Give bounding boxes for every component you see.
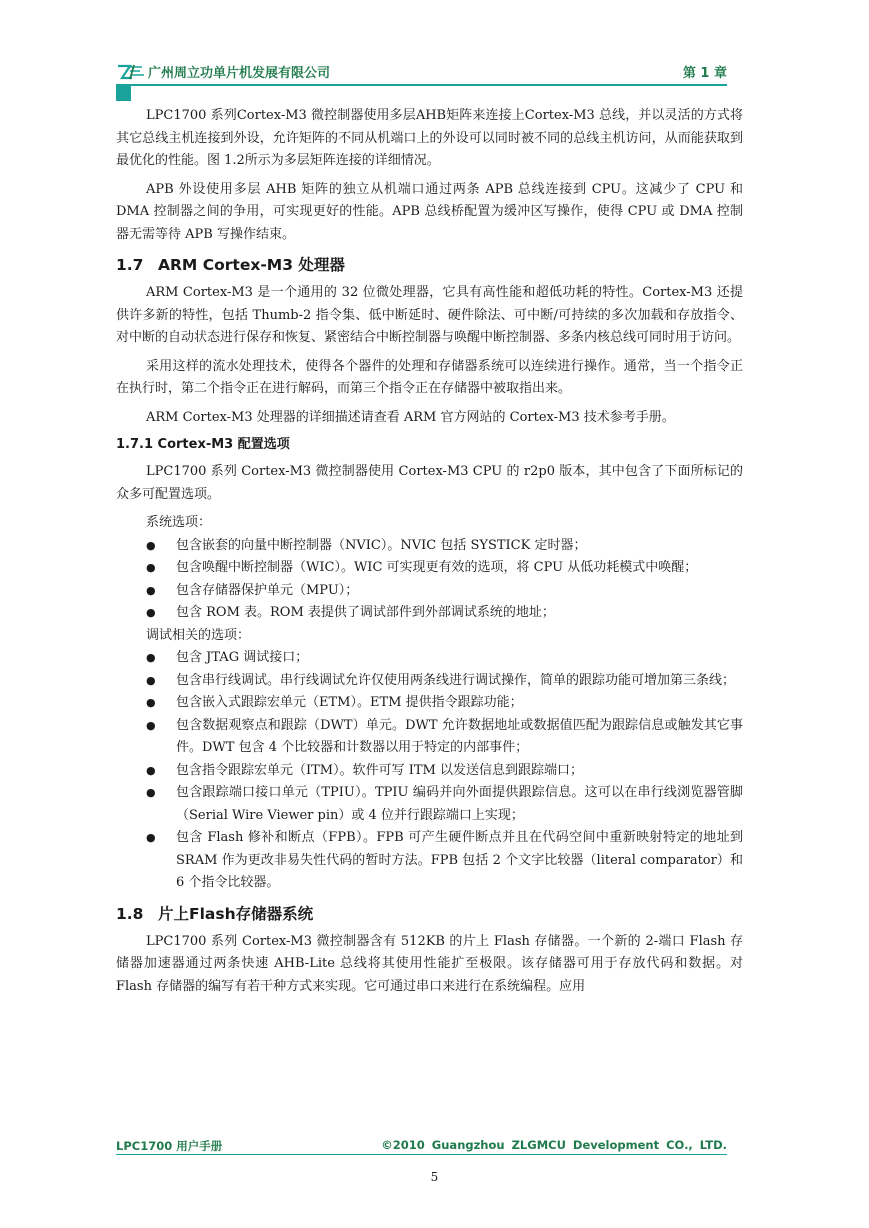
- paragraph: LPC1700 系列 Cortex-M3 微控制器含有 512KB 的片上 Flash 存储器。一个新的 2-端口 Flash 存储器加速器通过两条快速 AHB-Lite 总线将其使用性能扩至极限。该存储器可用于存放代码和数据。对 Flash 存储器的编写有若干种方式来实现。它可通过串口来进行在系统编程。应用: [116, 933, 743, 994]
- page-header: [116, 60, 727, 86]
- system-options-list: [116, 535, 743, 625]
- section-heading-1-7: [116, 254, 743, 276]
- paragraph: LPC1700 系列Cortex-M3 微控制器使用多层AHB矩阵来连接上Cortex-M3 总线，并以灵活的方式将其它总线主机连接到外设，允许矩阵的不同从机端口上的外设可以同时被不同的总线主机访问，从而能获取到最优化的性能。图 1.2所示为多层矩阵连接的详细情况。: [116, 108, 743, 168]
- list-item: ● 包含 ROM 表。ROM 表提供了调试部件到外部调试系统的地址；: [116, 602, 743, 625]
- section-heading-1-8: [116, 903, 743, 925]
- list-item: ● 包含指令跟踪宏单元（ITM）。软件可写 ITM 以发送信息到跟踪端口；: [116, 760, 743, 783]
- list-item: ● 包含跟踪端口接口单元（TPIU）。TPIU 编码并向外面提供跟踪信息。这可以在串行线浏览器管脚（Serial Wire Viewer pin）或 4 位并行跟踪端口上实现；: [116, 782, 743, 827]
- list-item: ● 包含存储器保护单元（MPU）；: [116, 580, 743, 603]
- section-number: 1.7: [116, 256, 144, 274]
- paragraph: LPC1700 系列 Cortex-M3 微控制器使用 Cortex-M3 CPU 的 r2p0 版本，其中包含了下面所标记的众多可配置选项。: [116, 464, 743, 502]
- system-options-label: 系统选项：: [146, 515, 212, 530]
- list-item: ● 包含串行线调试。串行线调试允许仅使用两条线进行调试操作，简单的跟踪功能可增加第三条线；: [116, 670, 743, 693]
- company-name: 广州周立功单片机发展有限公司: [148, 66, 331, 81]
- list-item: ● 包含唤醒中断控制器（WIC）。WIC 可实现更有效的选项，将 CPU 从低功耗模式中唤醒；: [116, 557, 743, 580]
- footer-rule: [116, 1154, 727, 1155]
- page-footer: [116, 1134, 727, 1154]
- list-item: ● 包含 JTAG 调试接口；: [116, 647, 743, 670]
- list-item: ● 包含嵌入式跟踪宏单元（ETM）。ETM 提供指令跟踪功能；: [116, 692, 743, 715]
- debug-options-label: 调试相关的选项：: [146, 627, 251, 643]
- page-number: 5: [430, 1170, 439, 1184]
- section-number: 1.8: [116, 904, 144, 923]
- list-item: ● 包含嵌套的向量中断控制器（NVIC）。NVIC 包括 SYSTICK 定时器；: [116, 535, 743, 558]
- list-item: ● 包含数据观察点和跟踪（DWT）单元。DWT 允许数据地址或数据值匹配为跟踪信息或触发其它事件。DWT 包含 4 个比较器和计数器以用于特定的内部事件；: [116, 715, 743, 760]
- subsection-heading-1-7-1: 1.7.1 Cortex-M3 配置选项: [116, 437, 290, 452]
- page-content: [116, 105, 743, 1004]
- paragraph: ARM Cortex-M3 处理器的详细描述请查看 ARM 官方网站的 Cortex-M3 技术参考手册。: [146, 409, 675, 425]
- manual-title: LPC1700 用户手册: [116, 1139, 223, 1153]
- section-title: ARM Cortex-M3 处理器: [158, 256, 345, 274]
- copyright: ©2010 Guangzhou ZLGMCU Development CO., LTD.: [381, 1138, 727, 1152]
- header-accent-block: [116, 86, 131, 101]
- list-item: ● 包含 Flash 修补和断点（FPB）。FPB 可产生硬件断点并且在代码空间中重新映射特定的地址到 SRAM 作为更改非易失性代码的暂时方法。FPB 包括 2 个文字比较器（literal comparator）和 6 个指令比较器。: [116, 827, 743, 895]
- zlg-logo-icon: [116, 63, 146, 81]
- paragraph: APB 外设使用多层 AHB 矩阵的独立从机端口通过两条 APB 总线连接到 CPU。这减少了 CPU 和 DMA 控制器之间的争用，可实现更好的性能。APB 总线桥配置为缓冲区写操作，使得 CPU 或 DMA 控制器无需等待 APB 写操作结束。: [116, 181, 743, 242]
- paragraph: 采用这样的流水处理技术，使得各个器件的处理和存储器系统可以连续进行操作。通常，当一个指令正在执行时，第二个指令正在进行解码，而第三个指令正在存储器中被取指出来。: [116, 358, 743, 396]
- debug-options-list: [116, 647, 743, 895]
- chapter-label: 第 1 章: [682, 66, 727, 81]
- paragraph: ARM Cortex-M3 是一个通用的 32 位微处理器，它具有高性能和超低功耗的特性。Cortex-M3 还提供许多新的特性，包括 Thumb-2 指令集、低中断延时、硬件除法、可中断/可持续的多次加载和存放指令、对中断的自动状态进行保存和恢复、紧密结合中断控制器与唤醒中断控制器、多条内核总线可同时用于访问。: [116, 285, 743, 345]
- section-title: 片上Flash存储器系统: [158, 904, 314, 923]
- header-rule: [116, 84, 727, 86]
